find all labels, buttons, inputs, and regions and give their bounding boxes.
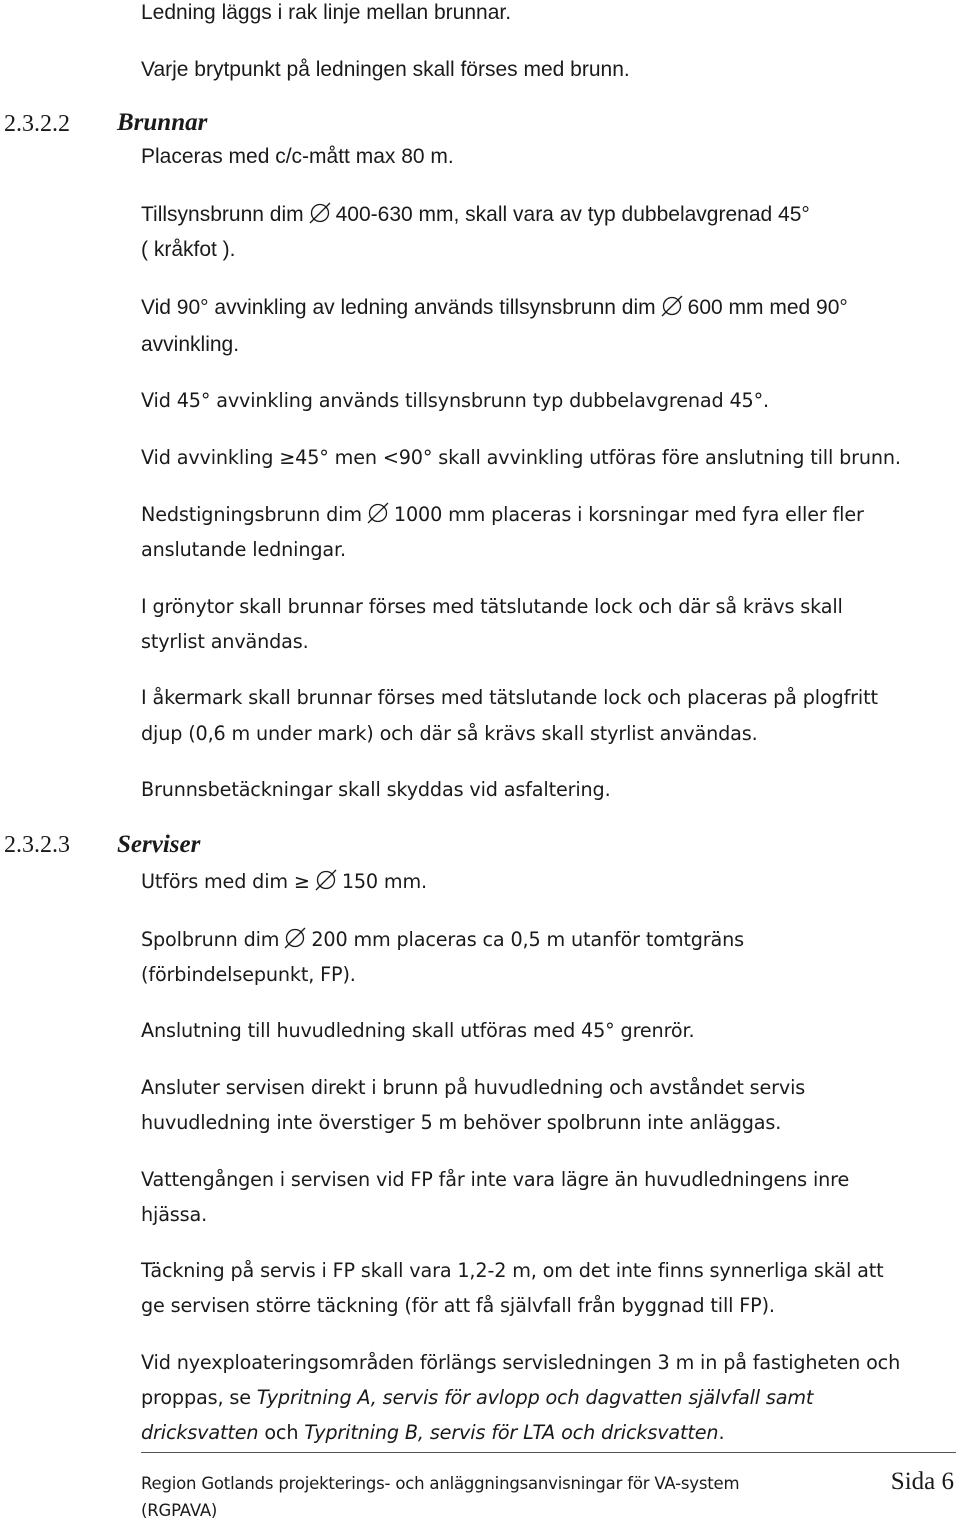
text: och	[258, 1421, 305, 1444]
paragraph	[141, 864, 956, 899]
paragraph: Vid nyexploateringsområden förlängs servisledningen 3 m in på fastigheten och	[141, 1351, 901, 1374]
paragraph	[141, 197, 956, 232]
text: 150 mm.	[341, 870, 427, 893]
document-reference: Typritning B, servis för LTA och dricksvatten	[304, 1421, 719, 1444]
paragraph: (förbindelsepunkt, FP).	[141, 963, 356, 986]
section-title: Brunnar	[117, 109, 208, 136]
paragraph: Placeras med c/c-mått max 80 m.	[141, 145, 454, 168]
paragraph: Ledning läggs i rak linje mellan brunnar.	[141, 1, 512, 24]
footer-line: (RGPAVA)	[141, 1501, 218, 1520]
footer-line: Region Gotlands projekterings- och anläggningsanvisningar för VA-system	[141, 1474, 740, 1493]
paragraph: Brunnsbetäckningar skall skyddas vid asfaltering.	[141, 778, 611, 801]
text: proppas, se	[141, 1386, 257, 1409]
paragraph: Varje brytpunkt på ledningen skall förses med brunn.	[141, 58, 630, 81]
paragraph: I åkermark skall brunnar förses med tätslutande lock och placeras på plogfritt	[141, 686, 878, 709]
paragraph	[141, 922, 956, 957]
text: 400-630 mm, skall vara av typ dubbelavgrenad 45°	[335, 203, 810, 226]
text: Tillsynsbrunn dim	[141, 203, 304, 226]
paragraph	[141, 497, 956, 532]
page-number: Sida 6	[890, 1468, 954, 1495]
section-number: 2.3.2.2	[4, 111, 70, 137]
text: 1000 mm placeras i korsningar med fyra eller fler	[393, 503, 864, 526]
diameter-icon	[282, 927, 308, 949]
text: Spolbrunn dim	[141, 928, 280, 951]
paragraph: Vid avvinkling ≥45° men <90° skall avvinkling utföras före anslutning till brunn.	[141, 446, 901, 469]
paragraph: styrlist användas.	[141, 630, 309, 653]
text: Vid 90° avvinkling av ledning används tillsynsbrunn dim	[141, 296, 656, 319]
paragraph: ( kråkfot ).	[141, 238, 236, 261]
paragraph: avvinkling.	[141, 333, 240, 356]
paragraph: Täckning på servis i FP skall vara 1,2-2 m, om det inte finns synnerliga skäl att	[141, 1259, 884, 1282]
document-reference: Typritning A, servis för avlopp och dagvatten självfall samt	[256, 1386, 814, 1409]
diameter-icon	[307, 202, 333, 224]
paragraph	[141, 290, 956, 325]
paragraph	[141, 1415, 956, 1450]
text: Utförs med dim ≥	[141, 870, 310, 893]
diameter-icon	[365, 502, 391, 524]
diameter-icon	[313, 869, 339, 891]
text: Nedstigningsbrunn dim	[141, 503, 362, 526]
diameter-icon	[659, 295, 685, 317]
text: 600 mm med 90°	[687, 296, 848, 319]
paragraph: anslutande ledningar.	[141, 538, 346, 561]
document-reference: dricksvatten	[141, 1421, 259, 1444]
section-number: 2.3.2.3	[4, 832, 70, 858]
section-title: Serviser	[117, 831, 201, 858]
paragraph: huvudledning inte överstiger 5 m behöver spolbrunn inte anläggas.	[141, 1111, 782, 1134]
paragraph: Vattengången i servisen vid FP får inte vara lägre än huvudledningens inre	[141, 1168, 850, 1191]
paragraph: hjässa.	[141, 1203, 208, 1226]
footer-divider	[141, 1452, 956, 1453]
text: 200 mm placeras ca 0,5 m utanför tomtgräns	[311, 928, 744, 951]
paragraph: Vid 45° avvinkling används tillsynsbrunn typ dubbelavgrenad 45°.	[141, 389, 770, 412]
paragraph: Ansluter servisen direkt i brunn på huvudledning och avståndet servis	[141, 1076, 806, 1099]
paragraph: ge servisen större täckning (för att få självfall från byggnad till FP).	[141, 1294, 775, 1317]
paragraph: djup (0,6 m under mark) och där så krävs skall styrlist användas.	[141, 722, 758, 745]
text: .	[718, 1421, 725, 1444]
paragraph: Anslutning till huvudledning skall utföras med 45° grenrör.	[141, 1019, 695, 1042]
paragraph	[141, 1380, 956, 1415]
paragraph: I grönytor skall brunnar förses med tätslutande lock och där så krävs skall	[141, 595, 843, 618]
